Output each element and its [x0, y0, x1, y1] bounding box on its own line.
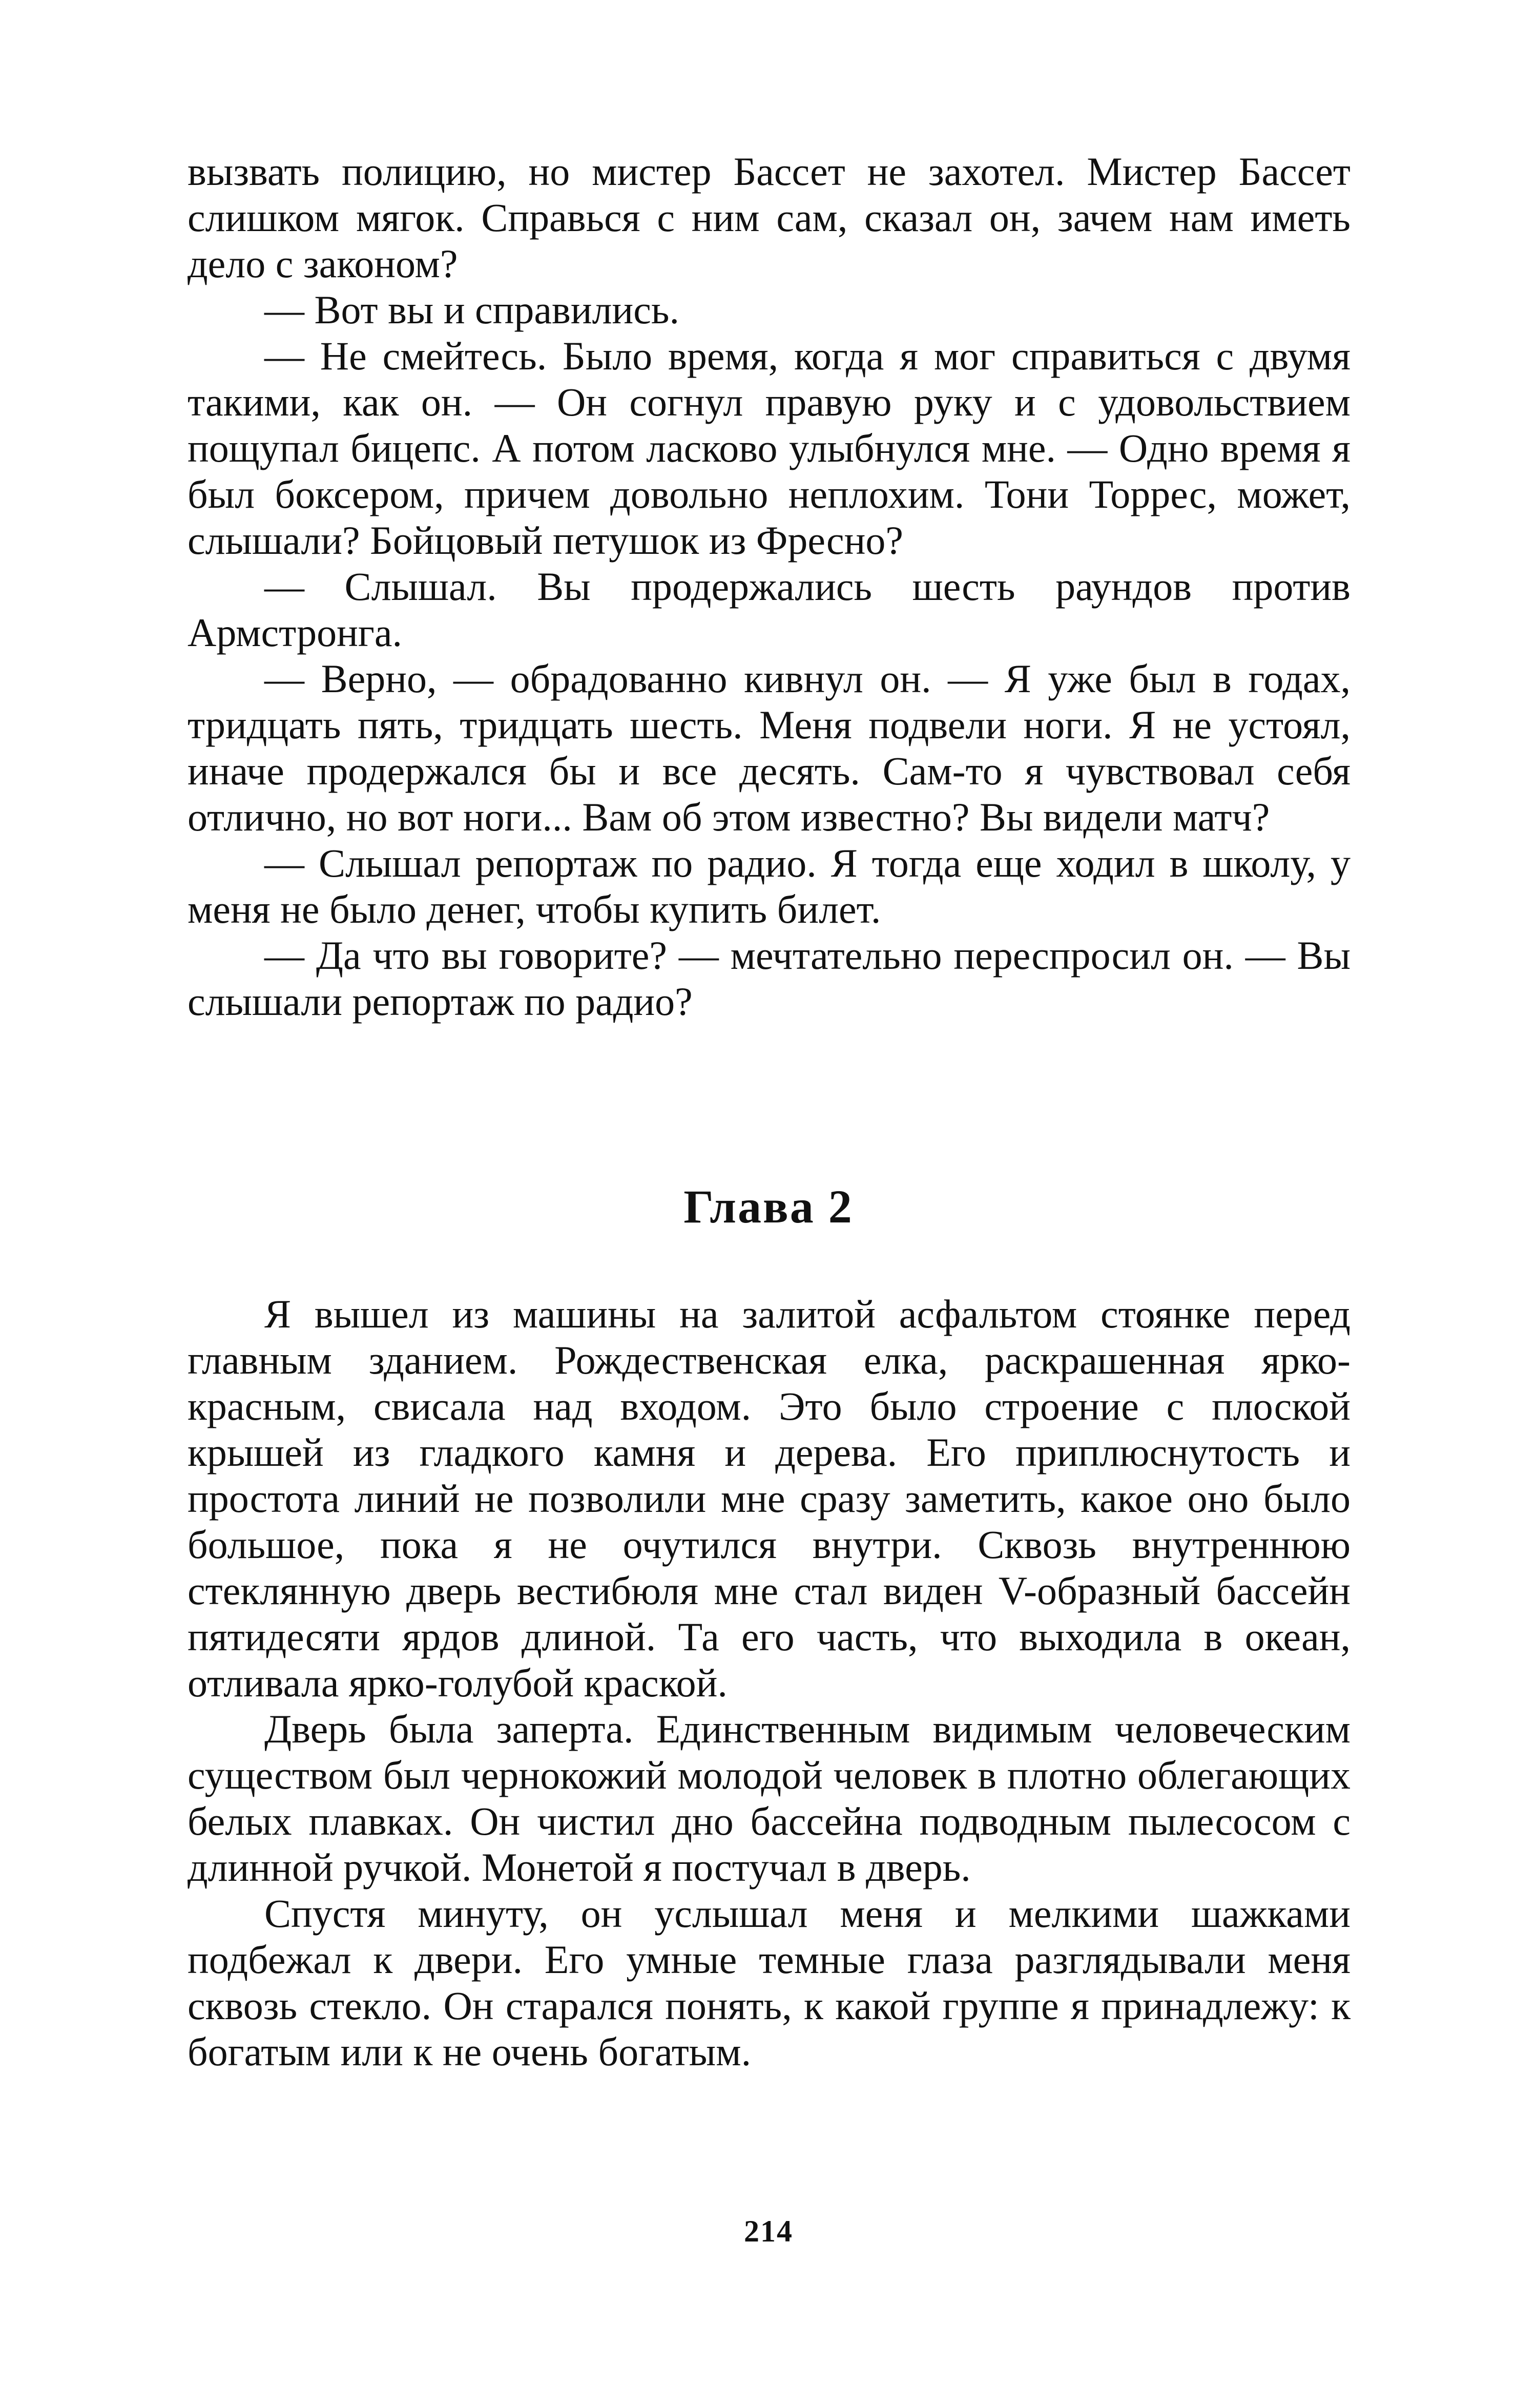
- text-section-before-chapter: [188, 149, 1351, 1025]
- text-section-chapter-2: [188, 1291, 1351, 2075]
- paragraph-continuation: вызвать полицию, но мистер Бассет не захотел. Мистер Бассет слишком мягок. Справься с ним сам, сказал он, зачем нам иметь дело с законом?: [188, 149, 1351, 286]
- paragraph: Я вышел из машины на залитой асфальтом стоянке перед главным зданием. Рождественская елка, раскрашенная ярко-красным, свисала над входом. Это было строение с плоской крышей из гладкого камня и дерева. Его приплюснутость и простота линий не позволили мне сразу заметить, какое оно было большое, пока я не очутился внутри. Сквозь внутреннюю стеклянную дверь вестибюля мне стал виден V-образный бассейн пятидесяти ярдов длиной. Та его часть, что выходила в океан, отливала ярко-голубой краской.: [188, 1292, 1351, 1705]
- paragraph: Спустя минуту, он услышал меня и мелкими шажками подбежал к двери. Его умные темные глаза разглядывали меня сквозь стекло. Он старался понять, к какой группе я принадлежу: к богатым или к не очень богатым.: [188, 1891, 1351, 2074]
- paragraph: — Слышал репортаж по радио. Я тогда еще ходил в школу, у меня не было денег, чтобы купить билет.: [188, 841, 1351, 931]
- page-number: 214: [744, 2214, 793, 2248]
- paragraph: — Да что вы говорите? — мечтательно переспросил он. — Вы слышали репортаж по радио?: [188, 933, 1351, 1024]
- paragraph: — Верно, — обрадованно кивнул он. — Я уже был в годах, тридцать пять, тридцать шесть. Меня подвели ноги. Я не устоял, иначе продержался бы и все десять. Сам-то я чувствовал себя отлично, но вот ноги... Вам об этом известно? Вы видели матч?: [188, 656, 1351, 839]
- chapter-title: Глава 2: [683, 1180, 854, 1233]
- paragraph: Дверь была заперта. Единственным видимым человеческим существом был чернокожий молодой человек в плотно облегающих белых плавках. Он чистил дно бассейна подводным пылесосом с длинной ручкой. Монетой я постучал в дверь.: [188, 1707, 1351, 1890]
- paragraph: — Слышал. Вы продержались шесть раундов против Армстронга.: [188, 564, 1351, 655]
- paragraph: — Не смейтесь. Было время, когда я мог справиться с двумя такими, как он. — Он согнул правую руку и с удовольствием пощупал бицепс. А потом ласково улыбнулся мне. — Одно время я был боксером, причем довольно неплохим. Тони Торрес, может, слышали? Бойцовый петушок из Фресно?: [188, 334, 1351, 563]
- paragraph: — Вот вы и справились.: [264, 287, 679, 332]
